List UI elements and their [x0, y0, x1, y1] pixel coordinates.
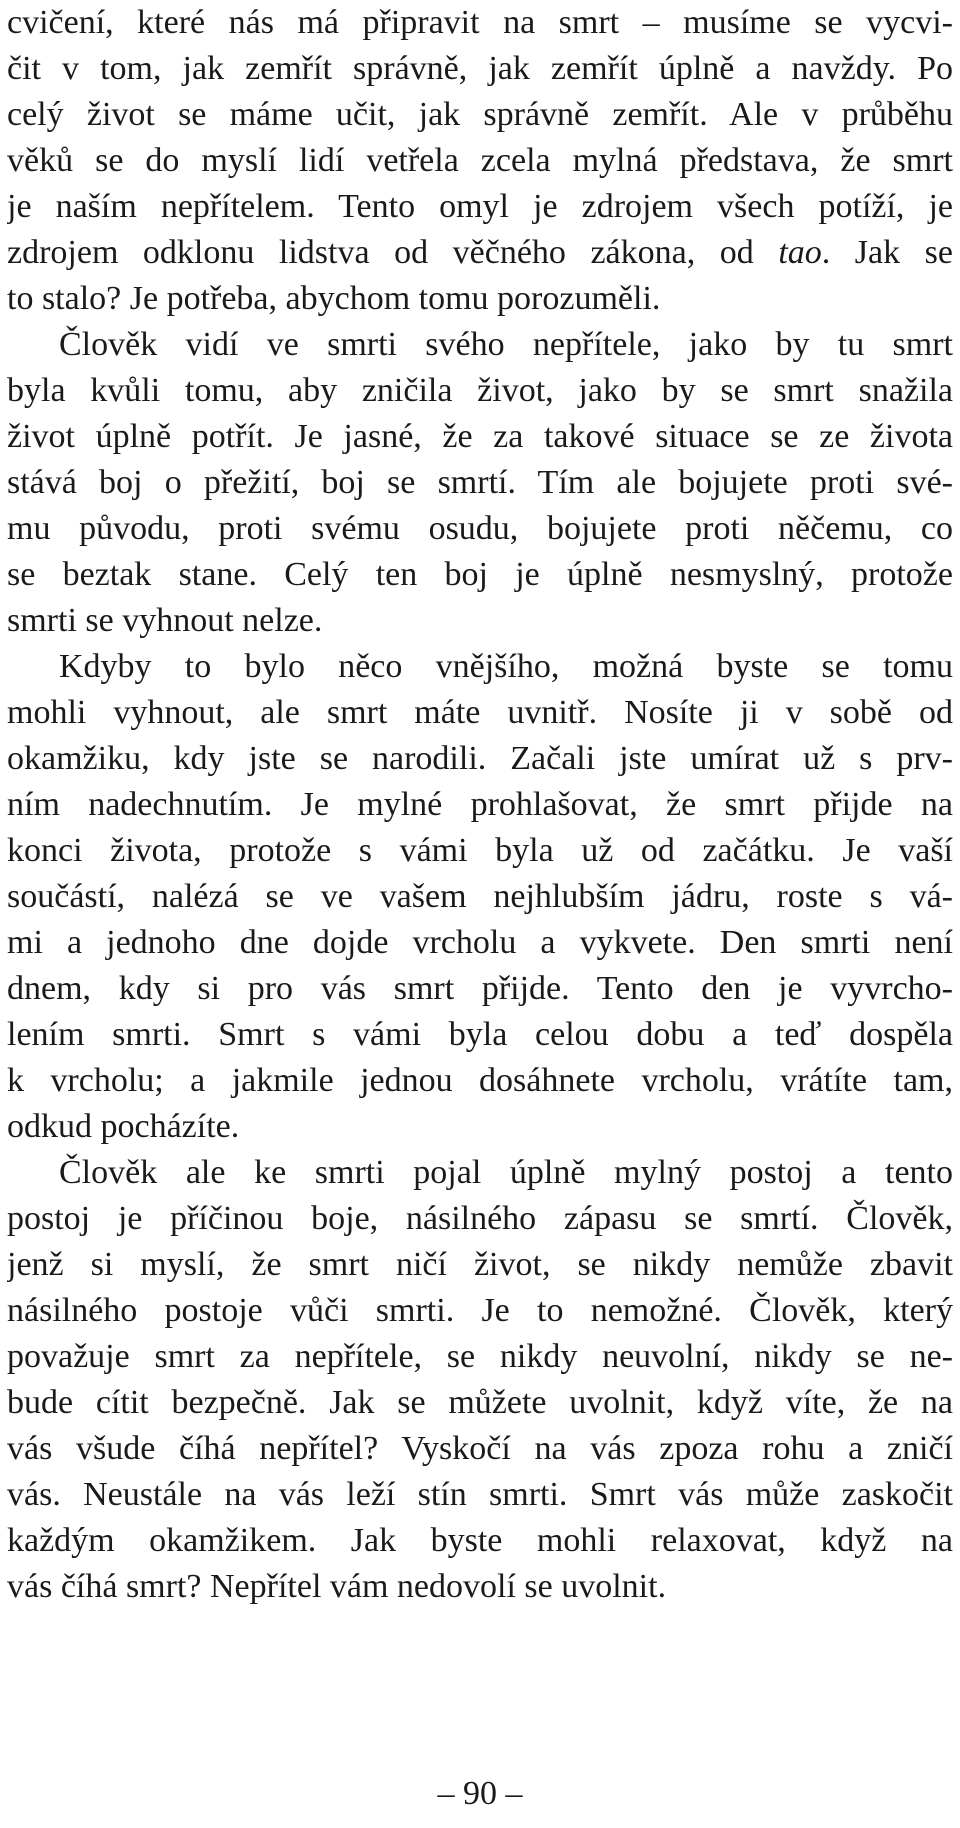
text-line: lením smrti. Smrt s vámi byla celou dobu a teď dospěla [7, 1016, 953, 1053]
text-line: považuje smrt za nepřítele, se nikdy neuvolní, nikdy se ne- [7, 1338, 953, 1375]
text-line: součástí, nalézá se ve vašem nejhlubším jádru, roste s vá- [7, 878, 953, 915]
text-line: jenž si myslí, že smrt ničí život, se nikdy nemůže zbavit [7, 1246, 953, 1283]
book-page [7, 0, 953, 1828]
page-number: – 90 – [437, 1775, 523, 1812]
text-line: mi a jednoho dne dojde vrcholu a vykvete. Den smrti není [7, 924, 953, 961]
text-line: okamžiku, kdy jste se narodili. Začali jste umírat už s prv- [7, 740, 953, 777]
paragraph [7, 1150, 953, 1610]
text-line: postoj je příčinou boje, násilného zápasu se smrtí. Člověk, [7, 1200, 953, 1237]
paragraph [7, 0, 953, 322]
text-line: mohli vyhnout, ale smrt máte uvnitř. Nosíte ji v sobě od [7, 694, 953, 731]
text-line: smrti se vyhnout nelze. [7, 602, 323, 639]
text-line: bude cítit bezpečně. Jak se můžete uvolnit, když víte, že na [7, 1384, 953, 1421]
text-line: vás. Neustále na vás leží stín smrti. Smrt vás může zaskočit [7, 1476, 953, 1513]
paragraph [7, 322, 953, 644]
text-line: mu původu, proti svému osudu, bojujete proti něčemu, co [7, 510, 953, 547]
text-line: násilného postoje vůči smrti. Je to nemožné. Člověk, který [7, 1292, 953, 1329]
text-line: konci života, protože s vámi byla už od začátku. Je vaší [7, 832, 953, 869]
text-line: se beztak stane. Celý ten boj je úplně nesmyslný, protože [7, 556, 953, 593]
text-line: byla kvůli tomu, aby zničila život, jako by se smrt snažila [7, 372, 953, 409]
body-text [7, 0, 953, 1610]
text-line: věků se do myslí lidí vetřela zcela mylná představa, že smrt [7, 142, 953, 179]
text-line: vás číhá smrt? Nepřítel vám nedovolí se uvolnit. [7, 1568, 667, 1605]
text-line: vás všude číhá nepřítel? Vyskočí na vás zpoza rohu a zničí [7, 1430, 953, 1467]
text-line: to stalo? Je potřeba, abychom tomu porozuměli. [7, 280, 661, 317]
text-line: Člověk ale ke smrti pojal úplně mylný postoj a tento [59, 1154, 953, 1191]
paragraph [7, 644, 953, 1150]
italic-term: tao [778, 234, 822, 271]
text-line: je naším nepřítelem. Tento omyl je zdrojem všech potíží, je [7, 188, 953, 225]
text-line: ním nadechnutím. Je mylné prohlašovat, že smrt přijde na [7, 786, 953, 823]
text-line: celý život se máme učit, jak správně zemřít. Ale v průběhu [7, 96, 953, 133]
text-line: dnem, kdy si pro vás smrt přijde. Tento den je vyvrcho- [7, 970, 953, 1007]
text-line: každým okamžikem. Jak byste mohli relaxovat, když na [7, 1522, 953, 1559]
text-line: k vrcholu; a jakmile jednou dosáhnete vrcholu, vrátíte tam, [7, 1062, 953, 1099]
text-line: cvičení, které nás má připravit na smrt – musíme se vycvi- [7, 4, 953, 41]
text-line: stává boj o přežití, boj se smrtí. Tím ale bojujete proti své- [7, 464, 953, 501]
text-line: zdrojem odklonu lidstva od věčného zákona, od tao. Jak se [7, 234, 953, 271]
text-line: Kdyby to bylo něco vnějšího, možná byste se tomu [59, 648, 953, 685]
text-line: čit v tom, jak zemřít správně, jak zemřít úplně a navždy. Po [7, 50, 953, 87]
text-line: odkud pocházíte. [7, 1108, 240, 1145]
text-line: život úplně potřít. Je jasné, že za takové situace se ze života [7, 418, 953, 455]
text-line: Člověk vidí ve smrti svého nepřítele, jako by tu smrt [59, 326, 953, 363]
